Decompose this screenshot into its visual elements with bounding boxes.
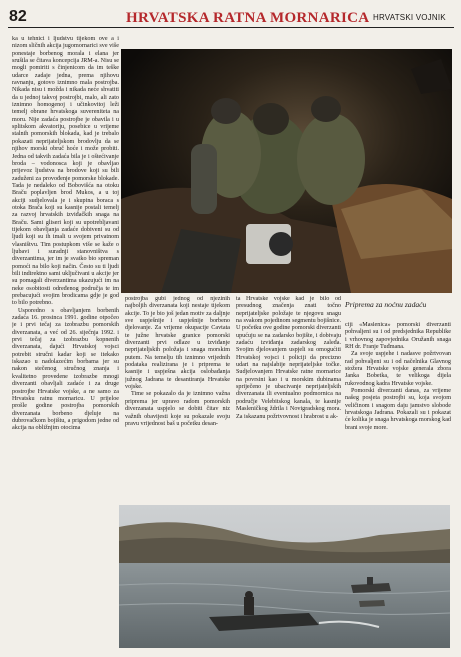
paragraph: postrojba gubi jednog od njezinih najboljih diverzanata koji nestaje tijekom akcije. To je bio još jedan motiv za daljnje sve uspješnije i uspješnije borbeno djelovanje. Za vrijeme okupacije Cavtata te južne hrvatske granice pomorski diverzanti prvi odlaze u izviđanje neprijateljskih položaja i snaga morskim putem. Na temelju tih iznimno vrijednih podataka realizirana je i priprema te kasnije i uspješna akcija oslobađanja južnog Jadrana te desantiranja Hrvatske vojske. <box>125 296 230 391</box>
paragraph: ta Hrvatske vojske kad je bilo od presudnog značenja znati točno neprijateljske položaje te njegovu snagu na svakom pojedinom segmentu bojišnice. U početku ove godine pomorski diverzanti upućuju se na zadarsko bojište, i dobivaju zadaću izviđanja zadarskog zaleđa. Svojim djelovanjem uspjeli su omogućiti Hrvatskoj vojsci i policiji da precizno udari na najslabije neprijateljske točke. Sudjelovanjem Hrvatske ratne mornarice na povrsini kao i u morskim dubinama spriječeno je ubacivanje neprijateljskih diverzanata ili eventualno podmornica na područje Velebitskog kanala, te kasnije Masleničkog ždrila i Novigradskog mora. Za iskazanu požrtvovnost i hrabrost u ak- <box>236 296 341 420</box>
publication-name: HRVATSKI VOJNIK <box>373 13 446 22</box>
article-column-1 <box>12 36 119 650</box>
photo-divers-in-boat <box>121 49 452 293</box>
paragraph: Usporedno s obavljanjem borbenih zadaća 16. prosinca 1991. godine otpočeo je i prvi tečaj za izobrazbu pomorskih diverzanata, a već od 26. siječnja 1992. i prvi tečaj za izobrazbu kopnenih diverzanata, dajući Hrvatskoj vojsci potrebit stručni kadar koji se itekako iskazao u nadolazećim borbama jer su nakon stečenog stručnog znanja i kvalitetno provedene izobrazbe mnogi diverzanti obavljali zadaće i za druge postrojbe Hrvatske vojske, a ne samo za Hrvatsku ratnu mornaricu. U prijeloe prošle godine postrojba pomorskih diverzanata borbeno djeluje na dubrovačkom bojištu, a prigodom jedne od akcija na obližnjim otocima <box>12 307 119 432</box>
header-rule <box>8 27 454 28</box>
divers-photo-image <box>121 49 452 293</box>
page-number: 82 <box>9 8 27 25</box>
article-column-2 <box>125 296 230 494</box>
article-column-4 <box>345 322 451 494</box>
paragraph: ka u tehnici i ljudstvu tijekom ove a i nizom sličnih akcija jugomornarici sve više ponestaje borbenog morala i elana jer srušila se čitava koncepcija JRM-a. Nisu se mogli pomiriti s činjenicom da im teške udarce zadaje jedna, prema njihovu ravnanju, gotovo iznimno mala postrojba. Nikada nisu i možda i nikada neće shvatiti da u jednoj takvoj postrojbi, malo, ali zato iznimno homogenoj i učinkovitoj leži temelj obrane hrvatskoga suvereniteta na moru. Nije zadaća postrojbe je obavila i u splitskom akvatoriju, posebice u vrijeme stalnih pomorskih blokada, kad je trebalo pokazati neprijateljskom brodovlju da se njihov morski obruč hoće i može probiti. Jedna od takvih zadaća bila je i oštećivanje broda – vodonosca koji je obavljao prijevoz ljudstva na brodove koji su bili zaduženi za provođenje pomorske blokade. Tada je nedaleko od Bobovišća na otoku Braču poplavljen brod Mukos, a u toj akciji sudjelovala je i skupina boraca s otoka Brača koji su kasnije postali temelj za razvoj hrvatskih izviđačkih snaga na Braču. Sami gliseri koji su upotrebljavani tijekom obavljanja zadaće dobiveni su od ljudi koji su ih imali u svojem privatnom vlasništvu. Tim postupkom više se kaže o ljubavi i suradnji stanovništva s diverzantima, jer im je svatko bio spreman pomoći na bilo koji način. Često su ti ljudi bili indirektno sami uključivani u akcije jer su pomagali diverzantima ukazujući im na neke osobitosti određenog područja te im prebacujući svojim brodicama gdje je god to bilo potrebno. <box>12 36 119 307</box>
article-column-3 <box>236 296 341 494</box>
paragraph: Time se pokazalo da je iznimno važna priprema jer upravo radom pomorskih diverzanata uspjelo se dobiti čitav niz važnih obavijesti koje su pokazale svoju pravu vrijednost baš u početku desan- <box>125 391 230 427</box>
boats-photo-image <box>119 505 450 648</box>
photo-inflatable-boats <box>119 505 450 648</box>
magazine-section-title: HRVATSKA RATNA MORNARICA <box>126 10 370 26</box>
photo-caption: Priprema za noćnu zadaću <box>345 300 427 309</box>
page-header <box>0 0 461 30</box>
paragraph: ciji «Maslenica» pomorski diverzanti pohvaljeni su i od predsjednika Republike i vrhovnog zapovjednika Oružanih snaga RH dr. Franje Tuđmana. <box>345 322 451 351</box>
paragraph: Pomorski diverzanti danas, za vrijeme našeg posjeta postrojbi su, koja svojom veličinom i snagom daju jamstvo slobode hrvatskoga Jadrana. Pokazali su i pokazat će kolika je snaga hrvatskoga morskog kad brani svoje more. <box>345 388 451 431</box>
paragraph: Za svoje uspjehe i nadasve požrtvovan rad pohvaljeni su i od načelnika Glavnog stožera Hrvatske vojske generala zbora Janka Bobetka, te velikoga dijela rukovodnog kadra Hrvatske vojske. <box>345 351 451 387</box>
